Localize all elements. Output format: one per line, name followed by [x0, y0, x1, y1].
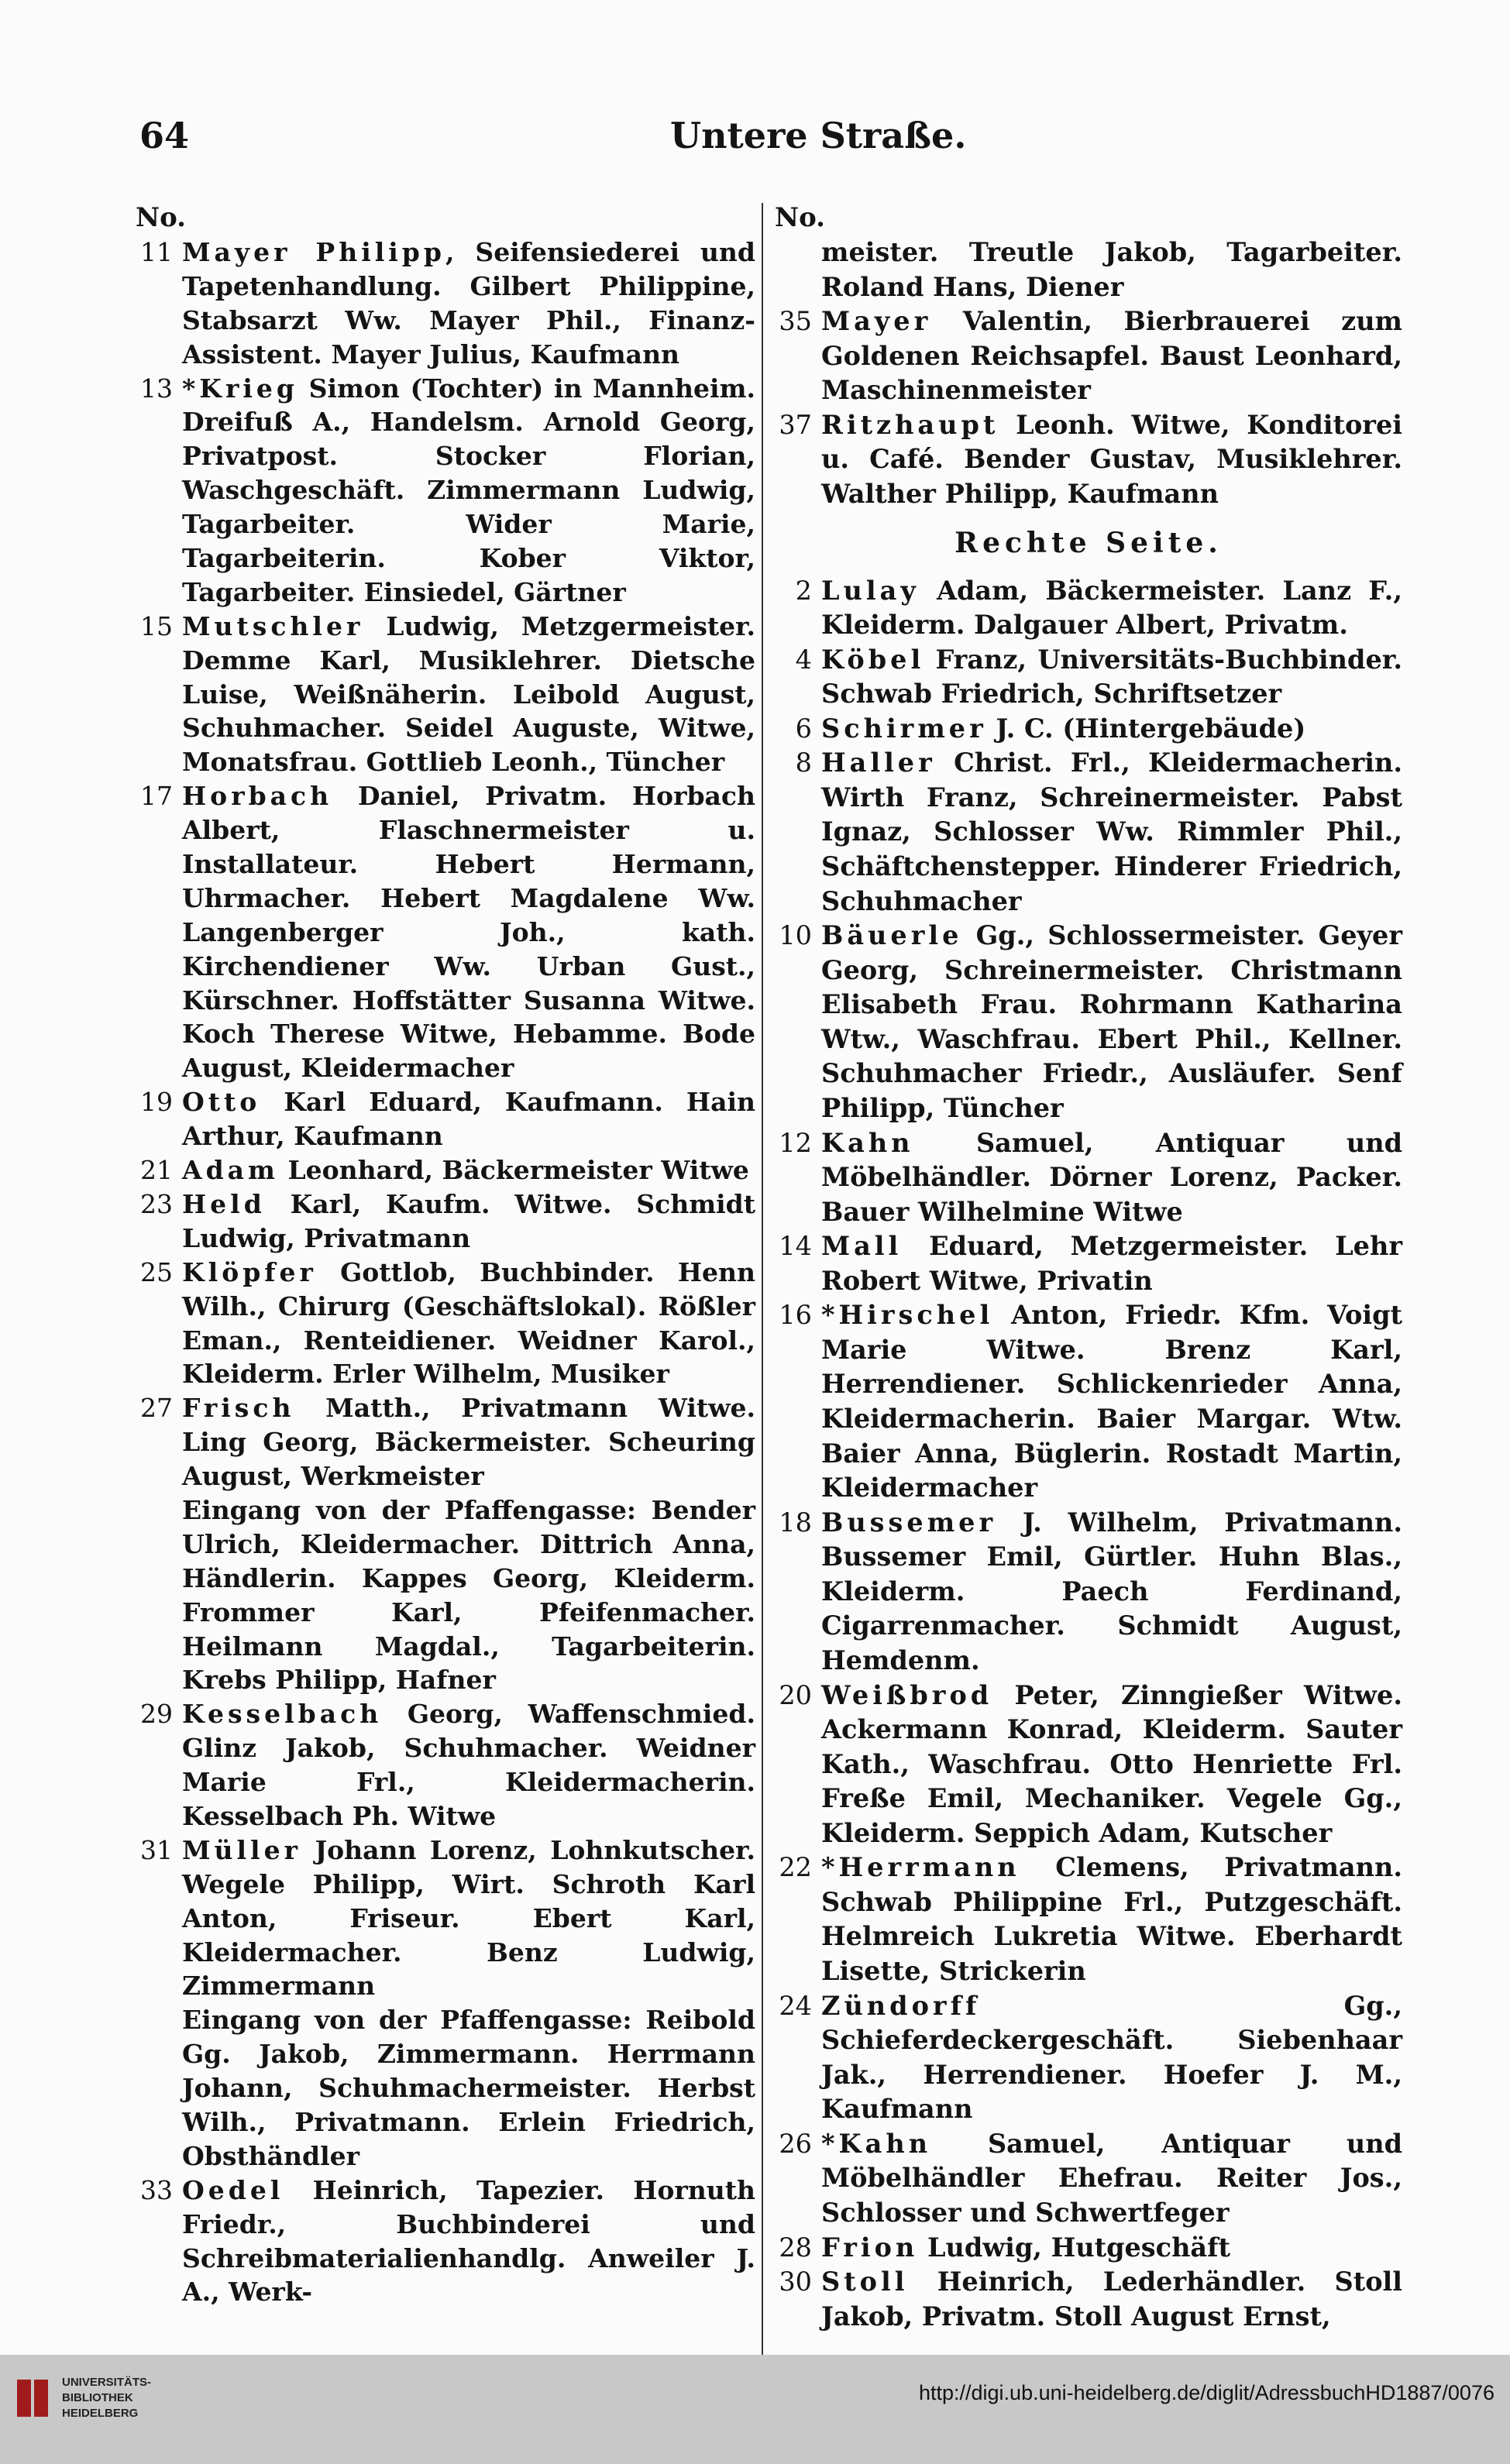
address-entry: [775, 919, 1402, 1125]
resident-name: Lulay: [821, 575, 920, 606]
continuation-text: meister. Treutle Jakob, Tagarbeiter. Roland Hans, Diener: [821, 237, 1402, 302]
house-number: 13: [140, 373, 173, 404]
resident-name: Weißbrod: [821, 1679, 993, 1710]
house-number: 4: [795, 644, 812, 675]
address-entry: [775, 574, 1402, 643]
address-entry: [775, 1989, 1402, 2127]
house-number: 30: [779, 2266, 812, 2297]
resident-name: Frisch: [182, 1393, 295, 1424]
house-number: 10: [779, 920, 812, 951]
house-number: 14: [779, 1231, 812, 1262]
resident-name: Ritzhaupt: [821, 409, 999, 440]
entry-text: J. C. (Hintergebäude): [986, 713, 1306, 744]
resident-name: Mayer: [821, 306, 932, 337]
entry-text: Ludwig, Metzgermeister. Demme Karl, Musiklehrer. Dietsche Luise, Weißnäherin. Leibold August, Schuhmacher. Seidel Auguste, Witwe, Monatsfrau. Gottlieb Leonh., Tüncher: [182, 610, 755, 778]
address-entry: [136, 1391, 755, 1493]
address-entry: [775, 1126, 1402, 1230]
address-entry: [136, 1256, 755, 1392]
resident-name: Adam: [182, 1155, 279, 1186]
address-entry: [136, 372, 755, 610]
resident-name: Haller: [821, 747, 936, 778]
resident-name: Stoll: [821, 2266, 909, 2297]
house-number: 15: [140, 610, 173, 641]
house-number: 12: [779, 1127, 812, 1158]
house-number: 8: [795, 747, 812, 778]
resident-name: *Hirschel: [821, 1300, 994, 1331]
entry-text: Daniel, Privatm. Horbach Albert, Flaschnermeister u. Installateur. Hebert Hermann, Uhrmacher. Hebert Magdalene Ww. Langenberger Joh., kath. Kirchendiener Ww. Urban Gust., Kürschner. Hoffstätter Susanna Witwe. Koch Therese Witwe, Hebamme. Bode August, Kleidermacher: [182, 781, 755, 1084]
entry-text: Heinrich, Tapezier. Hornuth Friedr., Buchbinderei und Schreibmaterialienhandlg. Anweiler J. A., Werk-: [182, 2174, 755, 2308]
right-column: [775, 200, 1402, 2334]
entry-text: Franz, Universitäts-Buchbinder. Schwab Friedrich, Schriftsetzer: [821, 644, 1402, 710]
entry-text: Valentin, Bierbrauerei zum Goldenen Reichsapfel. Baust Leonhard, Maschinenmeister: [821, 306, 1402, 406]
entry-text: Simon (Tochter) in Mannheim. Dreifuß A., Handelsm. Arnold Georg, Privatpost. Stocker Florian, Waschgeschäft. Zimmermann Ludwig, Tagarbeiter. Wider Marie, Tagarbeiterin. Kober Viktor, Tagarbeiter. Einsiedel, Gärtner: [182, 373, 755, 607]
house-number: 21: [140, 1155, 173, 1186]
logo-line: UNIVERSITÄTS-: [62, 2376, 152, 2389]
resident-name: Kahn: [821, 1127, 914, 1158]
address-entry: [775, 1679, 1402, 1851]
entry-text: Adam, Bäckermeister. Lanz F., Kleiderm. Dalgauer Albert, Privatm.: [821, 575, 1402, 641]
house-number: 26: [779, 2128, 812, 2159]
resident-name: Bussemer: [821, 1507, 997, 1538]
house-number: 11: [140, 237, 173, 267]
address-entry: [136, 610, 755, 779]
entry-text: Leonh. Witwe, Konditorei u. Café. Bender Gustav, Musiklehrer. Walther Philipp, Kaufmann: [821, 409, 1402, 509]
column-divider: [762, 203, 763, 2403]
house-number: 23: [140, 1188, 173, 1219]
entry-text: Karl Eduard, Kaufmann. Hain Arthur, Kaufmann: [182, 1087, 755, 1152]
address-entry: [136, 235, 755, 372]
library-logo-text: [62, 2375, 151, 2421]
entry-text: Eduard, Metzgermeister. Lehr Robert Witwe, Privatin: [821, 1231, 1402, 1296]
address-entry: [775, 1298, 1402, 1505]
resident-name: Schirmer: [821, 713, 987, 744]
house-number: 18: [779, 1507, 812, 1538]
entry-text: Johann Lorenz, Lohnkutscher. Wegele Philipp, Wirt. Schroth Karl Anton, Friseur. Ebert Karl, Kleidermacher. Benz Ludwig, Zimmermann: [182, 1834, 755, 2002]
house-number: 28: [779, 2232, 812, 2263]
resident-name: Frion: [821, 2232, 919, 2263]
resident-name: Mayer Philipp: [182, 237, 445, 267]
logo-line: HEIDELBERG: [62, 2407, 139, 2420]
resident-name: Held: [182, 1188, 266, 1219]
resident-name: *Kahn: [821, 2128, 932, 2159]
entry-text: Matth., Privatmann Witwe. Ling Georg, Bäckermeister. Scheuring August, Werkmeister: [182, 1393, 755, 1492]
entry-text: Ludwig, Hutgeschäft: [918, 2232, 1231, 2263]
resident-name: Mall: [821, 1231, 903, 1262]
house-number: 29: [140, 1699, 173, 1730]
address-entry: [775, 643, 1402, 712]
entry-text: Clemens, Privatmann. Schwab Philippine Frl., Putzgeschäft. Helmreich Lukretia Witwe. Eberhardt Lisette, Strickerin: [821, 1852, 1402, 1986]
address-entry: [136, 1085, 755, 1153]
house-number: 6: [795, 713, 812, 744]
library-logo-icon: [15, 2376, 51, 2420]
house-number: 33: [140, 2174, 173, 2205]
entry-text: Heinrich, Lederhändler. Stoll Jakob, Privatm. Stoll August Ernst,: [821, 2266, 1402, 2332]
address-entry: [136, 1833, 755, 2003]
column-heading: No.: [136, 202, 186, 233]
resident-name: Horbach: [182, 781, 333, 812]
entry-text: Christ. Frl., Kleidermacherin. Wirth Franz, Schreinermeister. Pabst Ignaz, Schlosser Ww. Rimmler Phil., Schäftchenstepper. Hinderer Friedrich, Schuhmacher: [821, 747, 1402, 916]
house-number: 20: [779, 1679, 812, 1710]
address-entry: [136, 779, 755, 1085]
house-number: 22: [779, 1852, 812, 1883]
house-number: 27: [140, 1393, 173, 1424]
house-number: 35: [779, 306, 812, 337]
house-number: 16: [779, 1300, 812, 1331]
entry-text: Georg, Waffenschmied. Glinz Jakob, Schuhmacher. Weidner Marie Frl., Kleidermacherin. Kesselbach Ph. Witwe: [182, 1699, 755, 1831]
resident-name: Klöpfer: [182, 1256, 317, 1287]
address-entry: [775, 746, 1402, 919]
address-entry: [136, 1187, 755, 1256]
entry-text: , Seifensiederei und Tapetenhandlung. Gilbert Philippine, Stabsarzt Ww. Mayer Phil., Finanz-Assistent. Mayer Julius, Kaufmann: [182, 237, 755, 369]
running-title: Untere Straße.: [670, 115, 967, 156]
resident-name: Bäuerle: [821, 920, 963, 951]
house-number: 37: [779, 409, 812, 440]
house-number: 19: [140, 1087, 173, 1118]
address-entry: [775, 2231, 1402, 2266]
section-title: Rechte Seite.: [954, 526, 1223, 559]
logo-line: BIBLIOTHEK: [62, 2391, 133, 2404]
resident-name: Kesselbach: [182, 1699, 383, 1730]
source-url[interactable]: http://digi.ub.uni-heidelberg.de/diglit/AdressbuchHD1887/0076: [918, 2381, 1495, 2404]
house-number: 25: [140, 1256, 173, 1287]
page-header: [0, 115, 1510, 177]
address-entry: [136, 1697, 755, 1833]
entry-text: Gg., Schieferdeckergeschäft. Siebenhaar Jak., Herrendiener. Hoefer J. M., Kaufmann: [821, 1990, 1402, 2125]
resident-name: Müller: [182, 1834, 301, 1865]
address-entry: [775, 712, 1402, 747]
resident-name: *Herrmann: [821, 1852, 1020, 1883]
entry-text: J. Wilhelm, Privatmann. Bussemer Emil, Gürtler. Huhn Blas., Kleiderm. Paech Ferdinand, Cigarrenmacher. Schmidt August, Hemdenm.: [821, 1507, 1402, 1675]
column-heading: No.: [775, 202, 825, 233]
address-entry: [775, 1851, 1402, 1988]
resident-name: Otto: [182, 1087, 261, 1118]
resident-name: Mutschler: [182, 610, 364, 641]
entry-text: Gg., Schlossermeister. Geyer Georg, Schreinermeister. Christmann Elisabeth Frau. Rohrmann Katharina Wtw., Waschfrau. Ebert Phil., Kellner. Schuhmacher Friedr., Ausläufer. Senf Philipp, Tüncher: [821, 920, 1402, 1123]
entrance-note: Eingang von der Pfaffengasse: Bender Ulrich, Kleidermacher. Dittrich Anna, Händlerin. Kappes Georg, Kleiderm. Frommer Karl, Pfeifenmacher. Heilmann Magdal., Tagarbeiterin. Krebs Philipp, Hafner: [182, 1494, 755, 1696]
entrance-note: Eingang von der Pfaffengasse: Reibold Gg. Jakob, Zimmermann. Herrmann Johann, Schuhmachermeister. Herbst Wilh., Privatmann. Erlein Friedrich, Obsthändler: [182, 2005, 755, 2171]
resident-name: Oedel: [182, 2174, 284, 2205]
address-entry: [136, 2174, 755, 2310]
resident-name: Zündorff: [821, 1990, 981, 2021]
address-entry: [775, 408, 1402, 512]
address-entry: [775, 1229, 1402, 1298]
house-number: 24: [779, 1990, 812, 2021]
address-entry: [775, 304, 1402, 408]
left-column: [136, 200, 755, 2309]
footer-bar: [0, 2355, 1510, 2464]
entry-text: Samuel, Antiquar und Möbelhändler Ehefrau. Reiter Jos., Schlosser und Schwertfeger: [821, 2128, 1402, 2228]
entry-text: Karl, Kaufm. Witwe. Schmidt Ludwig, Privatmann: [182, 1188, 755, 1253]
address-entry: [775, 1506, 1402, 1679]
address-entry: [775, 2265, 1402, 2334]
entry-text: Peter, Zinngießer Witwe. Ackermann Konrad, Kleiderm. Sauter Kath., Waschfrau. Otto Henriette Frl. Freße Emil, Mechaniker. Vegele Gg., Kleiderm. Seppich Adam, Kutscher: [821, 1679, 1402, 1848]
house-number: 2: [795, 575, 812, 606]
entry-text: Samuel, Antiquar und Möbelhändler. Dörner Lorenz, Packer. Bauer Wilhelmine Witwe: [821, 1127, 1402, 1227]
house-number: 17: [140, 781, 173, 812]
house-number: 31: [140, 1834, 173, 1865]
address-entry: [775, 2127, 1402, 2231]
entry-text: Gottlob, Buchbinder. Henn Wilh., Chirurg (Geschäftslokal). Rößler Eman., Renteidiener. Weidner Karol., Kleiderm. Erler Wilhelm, Musiker: [182, 1256, 755, 1390]
resident-name: *Krieg: [182, 373, 298, 404]
resident-name: Köbel: [821, 644, 925, 675]
entry-text: Anton, Friedr. Kfm. Voigt Marie Witwe. Brenz Karl, Herrendiener. Schlickenrieder Anna, Kleidermacherin. Baier Margar. Wtw. Baier Anna, Büglerin. Rostadt Martin, Kleidermacher: [821, 1300, 1402, 1503]
entry-text: Leonhard, Bäckermeister Witwe: [278, 1155, 749, 1186]
page-number: 64: [139, 115, 190, 156]
address-entry: [136, 1153, 755, 1187]
